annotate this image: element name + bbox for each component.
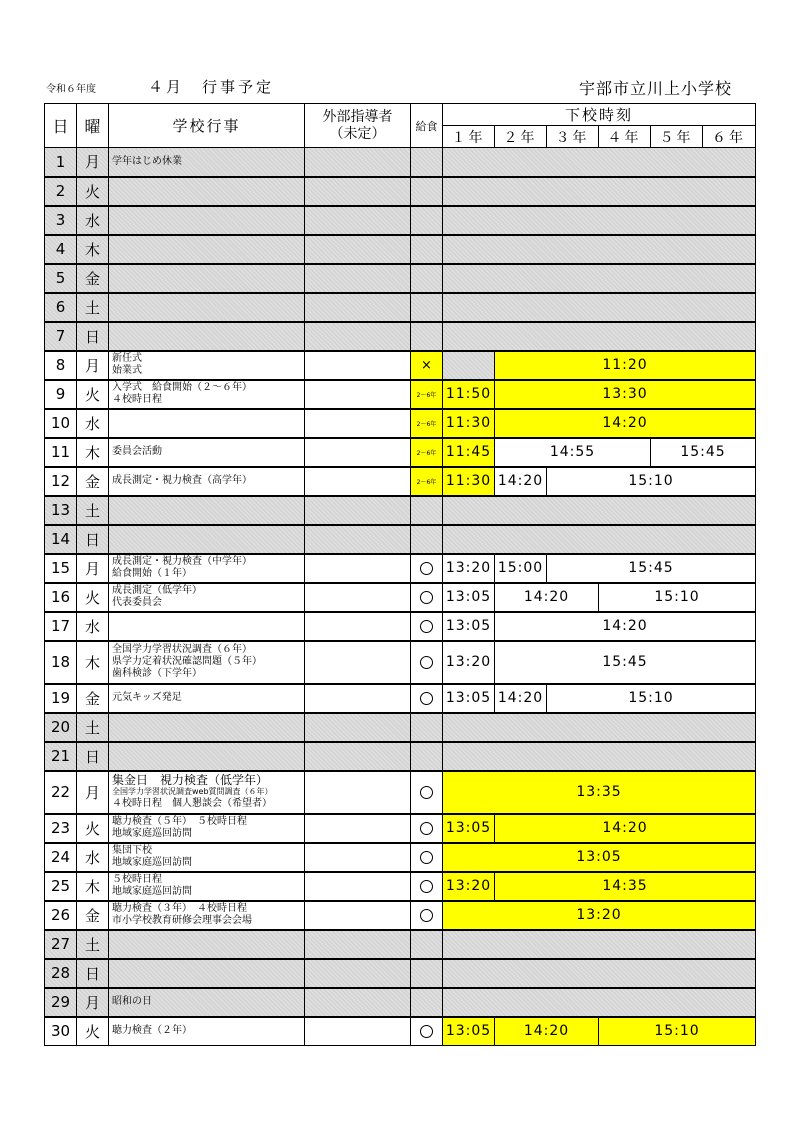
- school-name: 宇部市立川上小学校: [578, 79, 732, 98]
- event-line: 学年はじめ休業: [112, 155, 182, 167]
- lunch-cell: [411, 293, 443, 322]
- instructor-cell: [305, 438, 411, 467]
- table-row: [45, 612, 756, 641]
- day-cell: 20: [45, 713, 77, 742]
- day-cell: 19: [45, 684, 77, 713]
- header-grade-6: ６年: [703, 126, 756, 148]
- dismissal-time-cell: 15:10: [547, 684, 756, 713]
- weekday-cell: 月: [77, 554, 109, 583]
- event-line: 聴力検査（２年）: [112, 1025, 192, 1037]
- dismissal-time-cell: 11:50: [443, 380, 495, 409]
- lunch-grades-2-6: 2～6年: [416, 478, 437, 486]
- dismissal-time-cell: 13:20: [443, 641, 495, 684]
- dismissal-cell: [443, 525, 756, 554]
- event-cell: [109, 1017, 305, 1046]
- event-cell: [109, 496, 305, 525]
- dismissal-cell: [443, 177, 756, 206]
- weekday-cell: 火: [77, 177, 109, 206]
- weekday-cell: 金: [77, 467, 109, 496]
- day-cell: 6: [45, 293, 77, 322]
- table-row: [45, 351, 756, 380]
- table-row: [45, 409, 756, 438]
- dismissal-time-cell: 15:45: [495, 641, 756, 684]
- lunch-cell: [411, 554, 443, 583]
- weekday-cell: 水: [77, 409, 109, 438]
- day-cell: 26: [45, 901, 77, 930]
- header-weekday: 曜: [77, 104, 109, 148]
- lunch-cell: [411, 641, 443, 684]
- instructor-cell: [305, 771, 411, 814]
- event-cell: [109, 959, 305, 988]
- event-cell: [109, 554, 305, 583]
- instructor-cell: [305, 583, 411, 612]
- instructor-cell: [305, 1017, 411, 1046]
- dismissal-time-cell: 11:20: [495, 351, 756, 380]
- instructor-cell: [305, 380, 411, 409]
- fiscal-year-label: 令和６年度: [46, 84, 96, 95]
- instructor-cell: [305, 264, 411, 293]
- header-school-events: 学校行事: [109, 104, 305, 148]
- event-cell: [109, 641, 305, 684]
- weekday-cell: 月: [77, 771, 109, 814]
- event-cell: [109, 843, 305, 872]
- event-line: 聴力検査（５年） ５校時日程: [112, 816, 247, 827]
- dismissal-time-cell: 14:20: [495, 684, 547, 713]
- lunch-cell: [411, 322, 443, 351]
- day-cell: 30: [45, 1017, 77, 1046]
- instructor-cell: [305, 901, 411, 930]
- lunch-cell: [411, 438, 443, 467]
- weekday-cell: 日: [77, 322, 109, 351]
- lunch-cell: [411, 742, 443, 771]
- table-row: [45, 742, 756, 771]
- table-row: [45, 264, 756, 293]
- instructor-cell: [305, 525, 411, 554]
- weekday-cell: 水: [77, 206, 109, 235]
- lunch-circle-icon: [420, 786, 433, 799]
- day-cell: 8: [45, 351, 77, 380]
- instructor-cell: [305, 206, 411, 235]
- day-cell: 22: [45, 771, 77, 814]
- lunch-circle-icon: [420, 620, 433, 633]
- table-row: [45, 959, 756, 988]
- lunch-cell: [411, 409, 443, 438]
- dismissal-time-cell: 14:55: [495, 438, 651, 467]
- event-line: 成長測定（低学年）: [112, 585, 202, 596]
- event-line: 地域家庭巡回訪問: [112, 857, 192, 868]
- lunch-circle-icon: [420, 562, 433, 575]
- weekday-cell: 土: [77, 496, 109, 525]
- weekday-cell: 火: [77, 814, 109, 843]
- dismissal-time-cell: 15:45: [651, 438, 756, 467]
- day-cell: 12: [45, 467, 77, 496]
- day-cell: 29: [45, 988, 77, 1017]
- dismissal-cell: [443, 713, 756, 742]
- dismissal-time-cell: 13:05: [443, 843, 756, 872]
- day-cell: 13: [45, 496, 77, 525]
- event-cell: [109, 684, 305, 713]
- lunch-grades-2-6: 2～6年: [416, 391, 437, 399]
- lunch-circle-icon: [420, 591, 433, 604]
- table-row: [45, 641, 756, 684]
- header-instructor: 外部指導者 （未定）: [305, 104, 411, 148]
- day-cell: 28: [45, 959, 77, 988]
- weekday-cell: 日: [77, 742, 109, 771]
- table-row: [45, 293, 756, 322]
- dismissal-time-cell: 11:30: [443, 409, 495, 438]
- lunch-cell: [411, 235, 443, 264]
- dismissal-time-cell: 13:20: [443, 554, 495, 583]
- instructor-cell: [305, 684, 411, 713]
- dismissal-time-cell: 13:20: [443, 872, 495, 901]
- table-row: [45, 930, 756, 959]
- dismissal-time-cell: 11:30: [443, 467, 495, 496]
- dismissal-time-cell: 14:20: [495, 409, 756, 438]
- dismissal-cell: [443, 293, 756, 322]
- lunch-cell: [411, 713, 443, 742]
- lunch-cell: [411, 496, 443, 525]
- lunch-cell: [411, 612, 443, 641]
- lunch-cell: [411, 148, 443, 177]
- table-row: [45, 148, 756, 177]
- instructor-cell: [305, 235, 411, 264]
- event-line: 委員会活動: [112, 446, 162, 457]
- lunch-none-mark: ×: [421, 357, 432, 373]
- weekday-cell: 土: [77, 930, 109, 959]
- event-line: 地域家庭巡回訪問: [112, 886, 192, 897]
- table-row: [45, 843, 756, 872]
- weekday-cell: 月: [77, 351, 109, 380]
- weekday-cell: 金: [77, 264, 109, 293]
- weekday-cell: 木: [77, 641, 109, 684]
- weekday-cell: 木: [77, 235, 109, 264]
- header-grade-3: ３年: [547, 126, 599, 148]
- instructor-cell: [305, 959, 411, 988]
- lunch-cell: [411, 684, 443, 713]
- lunch-cell: [411, 177, 443, 206]
- lunch-cell: [411, 206, 443, 235]
- lunch-cell: [411, 467, 443, 496]
- dismissal-time-cell: 13:05: [443, 1017, 495, 1046]
- dismissal-cell: [443, 264, 756, 293]
- day-cell: 7: [45, 322, 77, 351]
- event-line: 集団下校: [112, 845, 152, 856]
- weekday-cell: 木: [77, 872, 109, 901]
- dismissal-cell: [443, 988, 756, 1017]
- event-cell: [109, 525, 305, 554]
- lunch-grades-2-6: 2～6年: [416, 449, 437, 457]
- weekday-cell: 土: [77, 293, 109, 322]
- lunch-grades-2-6: 2～6年: [416, 420, 437, 428]
- table-row: [45, 177, 756, 206]
- instructor-cell: [305, 713, 411, 742]
- event-cell: [109, 713, 305, 742]
- day-cell: 14: [45, 525, 77, 554]
- page-title: ４月 行事予定: [148, 78, 275, 96]
- weekday-cell: 土: [77, 713, 109, 742]
- instructor-cell: [305, 930, 411, 959]
- day-cell: 3: [45, 206, 77, 235]
- instructor-cell: [305, 988, 411, 1017]
- day-cell: 27: [45, 930, 77, 959]
- instructor-cell: [305, 872, 411, 901]
- day-cell: 17: [45, 612, 77, 641]
- event-cell: [109, 814, 305, 843]
- table-row: [45, 438, 756, 467]
- event-cell: [109, 872, 305, 901]
- dismissal-time-cell: 15:10: [599, 583, 756, 612]
- day-cell: 11: [45, 438, 77, 467]
- dismissal-time-cell: 14:20: [495, 583, 599, 612]
- instructor-cell: [305, 351, 411, 380]
- schedule-rows: [45, 148, 756, 1046]
- event-cell: [109, 206, 305, 235]
- table-row: [45, 583, 756, 612]
- lunch-circle-icon: [420, 880, 433, 893]
- event-line: 集金日 視力検査（低学年）: [112, 773, 269, 787]
- dismissal-time-cell: 13:30: [495, 380, 756, 409]
- instructor-cell: [305, 148, 411, 177]
- lunch-circle-icon: [420, 1025, 433, 1038]
- table-row: [45, 713, 756, 742]
- header-day: 日: [45, 104, 77, 148]
- event-cell: [109, 988, 305, 1017]
- dismissal-time-cell: 13:35: [443, 771, 756, 814]
- day-cell: 10: [45, 409, 77, 438]
- table-row: [45, 525, 756, 554]
- lunch-cell: [411, 264, 443, 293]
- weekday-cell: 金: [77, 901, 109, 930]
- event-cell: [109, 177, 305, 206]
- event-line: 昭和の日: [112, 996, 152, 1007]
- lunch-cell: [411, 351, 443, 380]
- lunch-cell: [411, 930, 443, 959]
- dismissal-time-cell: 15:10: [547, 467, 756, 496]
- event-line: 成長測定・視力検査（高学年）: [112, 475, 252, 486]
- event-line: 始業式: [112, 365, 142, 376]
- dismissal-time-cell: 14:20: [495, 612, 756, 641]
- event-line: 成長測定・視力検査（中学年）: [112, 556, 252, 567]
- lunch-cell: [411, 872, 443, 901]
- table-row: [45, 988, 756, 1017]
- event-line: 聴力検査（３年） ４校時日程: [112, 903, 247, 914]
- table-row: [45, 684, 756, 713]
- dismissal-cell: [443, 959, 756, 988]
- dismissal-cell: [443, 496, 756, 525]
- event-line: 給食開始（１年）: [112, 568, 192, 579]
- table-row: [45, 496, 756, 525]
- lunch-cell: [411, 988, 443, 1017]
- weekday-cell: 火: [77, 380, 109, 409]
- event-line: 全国学力学習状況調査web質問調査（６年）: [112, 787, 273, 796]
- dismissal-cell: [443, 742, 756, 771]
- event-cell: [109, 351, 305, 380]
- instructor-cell: [305, 843, 411, 872]
- event-cell: [109, 409, 305, 438]
- event-cell: [109, 612, 305, 641]
- instructor-cell: [305, 293, 411, 322]
- day-cell: 18: [45, 641, 77, 684]
- table-row: [45, 901, 756, 930]
- dismissal-time-cell: 13:05: [443, 684, 495, 713]
- dismissal-time-cell: 11:45: [443, 438, 495, 467]
- dismissal-time-cell: 14:35: [495, 872, 756, 901]
- weekday-cell: 日: [77, 525, 109, 554]
- event-cell: [109, 742, 305, 771]
- weekday-cell: 火: [77, 1017, 109, 1046]
- event-line: 入学式 給食開始（２～６年）: [112, 382, 252, 393]
- event-line: ４校時日程: [112, 394, 162, 405]
- day-cell: 4: [45, 235, 77, 264]
- lunch-circle-icon: [420, 822, 433, 835]
- weekday-cell: 金: [77, 684, 109, 713]
- instructor-cell: [305, 322, 411, 351]
- event-line: 地域家庭巡回訪問: [112, 828, 192, 839]
- weekday-cell: 日: [77, 959, 109, 988]
- weekday-cell: 火: [77, 583, 109, 612]
- lunch-circle-icon: [420, 692, 433, 705]
- header-grade-2: ２年: [495, 126, 547, 148]
- day-cell: 21: [45, 742, 77, 771]
- dismissal-time-cell: 14:20: [495, 467, 547, 496]
- dismissal-time-cell: 13:05: [443, 814, 495, 843]
- day-cell: 2: [45, 177, 77, 206]
- lunch-cell: [411, 771, 443, 814]
- header-dismissal-time: 下校時刻: [443, 104, 756, 126]
- event-line: ５校時日程: [112, 874, 162, 885]
- lunch-cell: [411, 901, 443, 930]
- event-cell: [109, 148, 305, 177]
- weekday-cell: 水: [77, 612, 109, 641]
- lunch-cell: [411, 814, 443, 843]
- day-cell: 23: [45, 814, 77, 843]
- dismissal-time-cell: 15:00: [495, 554, 547, 583]
- dismissal-time-cell: 15:10: [599, 1017, 756, 1046]
- event-cell: [109, 467, 305, 496]
- weekday-cell: 月: [77, 988, 109, 1017]
- dismissal-cell: [443, 148, 756, 177]
- weekday-cell: 木: [77, 438, 109, 467]
- table-row: [45, 814, 756, 843]
- lunch-cell: [411, 583, 443, 612]
- dismissal-time-cell: 13:05: [443, 612, 495, 641]
- lunch-circle-icon: [420, 909, 433, 922]
- dismissal-time-cell: [443, 351, 495, 380]
- event-cell: [109, 438, 305, 467]
- instructor-cell: [305, 496, 411, 525]
- event-line: 元気キッズ発足: [112, 692, 182, 703]
- instructor-cell: [305, 742, 411, 771]
- dismissal-time-cell: 13:05: [443, 583, 495, 612]
- event-line: 全国学力学習状況調査（６年）: [112, 644, 252, 655]
- instructor-cell: [305, 612, 411, 641]
- table-row: [45, 872, 756, 901]
- event-cell: [109, 583, 305, 612]
- lunch-circle-icon: [420, 656, 433, 669]
- table-row: [45, 554, 756, 583]
- day-cell: 9: [45, 380, 77, 409]
- dismissal-time-cell: 14:20: [495, 814, 756, 843]
- event-cell: [109, 930, 305, 959]
- weekday-cell: 月: [77, 148, 109, 177]
- weekday-cell: 水: [77, 843, 109, 872]
- lunch-circle-icon: [420, 851, 433, 864]
- day-cell: 16: [45, 583, 77, 612]
- day-cell: 5: [45, 264, 77, 293]
- event-line: ４校時日程 個人懇談会（希望者）: [112, 798, 272, 809]
- dismissal-time-cell: 15:45: [547, 554, 756, 583]
- event-cell: [109, 901, 305, 930]
- table-row: [45, 235, 756, 264]
- event-line: 県学力定着状況確認問題（５年）: [112, 656, 262, 667]
- day-cell: 15: [45, 554, 77, 583]
- table-row: [45, 380, 756, 409]
- event-line: 新任式: [112, 353, 142, 364]
- dismissal-cell: [443, 235, 756, 264]
- dismissal-cell: [443, 322, 756, 351]
- day-cell: 24: [45, 843, 77, 872]
- lunch-cell: [411, 380, 443, 409]
- instructor-cell: [305, 177, 411, 206]
- event-cell: [109, 771, 305, 814]
- table-header: [45, 104, 756, 148]
- table-row: [45, 206, 756, 235]
- event-line: 歯科検診（下学年）: [112, 668, 202, 679]
- event-line: 市小学校教育研修会理事会会場: [112, 915, 252, 926]
- table-row: [45, 467, 756, 496]
- instructor-cell: [305, 641, 411, 684]
- dismissal-time-cell: 13:20: [443, 901, 756, 930]
- event-line: 代表委員会: [112, 597, 162, 608]
- table-row: [45, 1017, 756, 1046]
- lunch-cell: [411, 959, 443, 988]
- event-cell: [109, 322, 305, 351]
- event-cell: [109, 235, 305, 264]
- header-grade-5: ５年: [651, 126, 703, 148]
- instructor-cell: [305, 814, 411, 843]
- header-lunch: 給食: [411, 104, 443, 148]
- event-cell: [109, 264, 305, 293]
- table-row: [45, 322, 756, 351]
- instructor-cell: [305, 554, 411, 583]
- day-cell: 25: [45, 872, 77, 901]
- event-cell: [109, 293, 305, 322]
- schedule-table: [44, 103, 756, 1046]
- day-cell: 1: [45, 148, 77, 177]
- header-grade-1: １年: [443, 126, 495, 148]
- dismissal-cell: [443, 206, 756, 235]
- lunch-cell: [411, 525, 443, 554]
- lunch-cell: [411, 1017, 443, 1046]
- table-row: [45, 771, 756, 814]
- instructor-cell: [305, 409, 411, 438]
- event-cell: [109, 380, 305, 409]
- instructor-cell: [305, 467, 411, 496]
- dismissal-time-cell: 14:20: [495, 1017, 599, 1046]
- dismissal-cell: [443, 930, 756, 959]
- lunch-cell: [411, 843, 443, 872]
- header-grade-4: ４年: [599, 126, 651, 148]
